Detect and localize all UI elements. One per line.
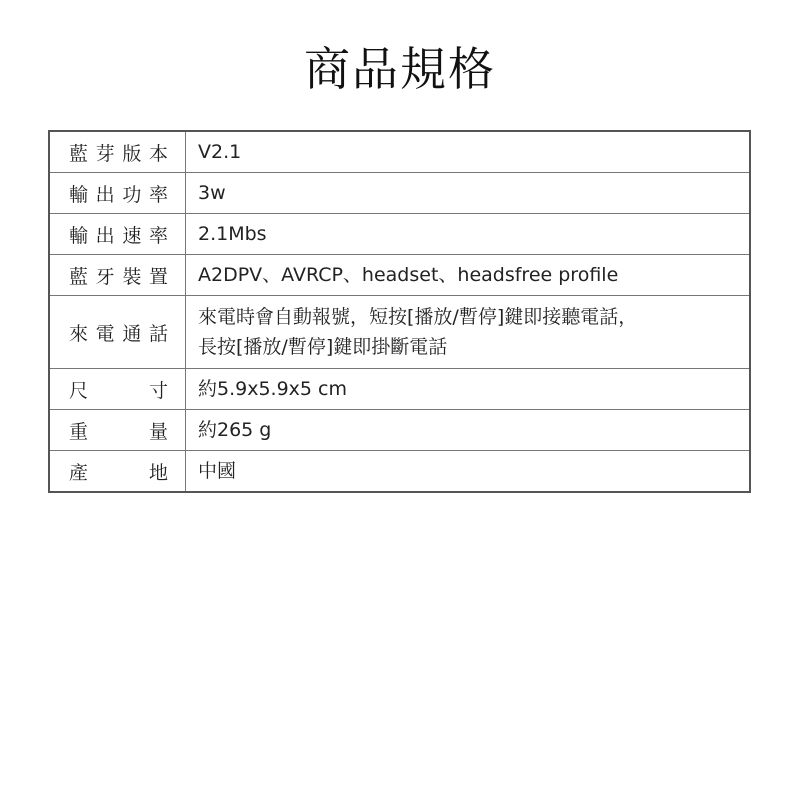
spec-row	[49, 173, 750, 214]
spec-value: 約265 g	[198, 419, 272, 441]
spec-value: 2.1Mbs	[198, 223, 267, 245]
spec-row	[49, 410, 750, 451]
spec-label-char: 輸	[69, 183, 89, 206]
spec-label-cell	[49, 410, 186, 451]
spec-label-char: 藍	[69, 142, 89, 165]
spec-label-char: 率	[148, 183, 168, 206]
spec-row	[49, 296, 750, 369]
spec-row	[49, 214, 750, 255]
spec-label-char: 藍	[69, 265, 89, 288]
spec-label-char: 置	[148, 265, 168, 288]
spec-label-char: 寸	[148, 379, 168, 402]
spec-label-char: 地	[148, 461, 168, 484]
spec-label-char: 出	[95, 224, 115, 247]
spec-label	[50, 319, 185, 346]
spec-label-char: 量	[148, 420, 168, 443]
spec-label	[50, 376, 185, 403]
spec-label-char: 本	[148, 142, 168, 165]
spec-table	[48, 130, 751, 493]
spec-label-char: 話	[148, 322, 168, 345]
spec-label	[50, 139, 185, 166]
spec-value-cell	[186, 214, 751, 255]
spec-value-cell	[186, 131, 751, 173]
spec-label	[50, 417, 185, 444]
spec-value-line: 來電時會自動報號，短按[播放/暫停]鍵即接聽電話，	[198, 306, 638, 328]
spec-label-char: 裝	[122, 265, 142, 288]
spec-label	[50, 262, 185, 289]
spec-label-char: 牙	[95, 265, 115, 288]
spec-value-cell	[186, 296, 751, 369]
spec-value-cell	[186, 173, 751, 214]
spec-label-char: 尺	[69, 379, 89, 402]
spec-label-char: 出	[95, 183, 115, 206]
spec-value-cell	[186, 255, 751, 296]
spec-label-cell	[49, 296, 186, 369]
spec-value-line: 長按[播放/暫停]鍵即掛斷電話	[198, 336, 448, 358]
spec-label-char: 電	[95, 322, 115, 345]
spec-label-char: 產	[69, 461, 89, 484]
spec-value: 約5.9x5.9x5 cm	[198, 378, 348, 400]
spec-label-char: 來	[69, 322, 89, 345]
spec-label	[50, 180, 185, 207]
spec-label-cell	[49, 369, 186, 410]
spec-label-cell	[49, 173, 186, 214]
spec-row	[49, 451, 750, 493]
spec-label-cell	[49, 131, 186, 173]
spec-value: 中國	[198, 460, 237, 482]
spec-label-char: 通	[122, 322, 142, 345]
spec-row	[49, 369, 750, 410]
spec-label	[50, 458, 185, 485]
spec-label-char: 芽	[95, 142, 115, 165]
spec-label-char: 功	[122, 183, 142, 206]
spec-label-cell	[49, 255, 186, 296]
spec-label-char: 率	[148, 224, 168, 247]
spec-label-char: 速	[122, 224, 142, 247]
spec-value-cell	[186, 369, 751, 410]
spec-label-char: 版	[122, 142, 142, 165]
spec-label-cell	[49, 451, 186, 493]
spec-row	[49, 255, 750, 296]
spec-table-body	[49, 131, 750, 492]
spec-row	[49, 131, 750, 173]
spec-value: A2DPV、AVRCP、headset、headsfree profile	[198, 264, 619, 286]
page-title: 商品規格	[304, 42, 496, 96]
spec-label-cell	[49, 214, 186, 255]
spec-value-cell	[186, 410, 751, 451]
spec-label	[50, 221, 185, 248]
spec-value-cell	[186, 451, 751, 493]
spec-value: V2.1	[198, 141, 242, 163]
spec-label-char: 重	[69, 420, 89, 443]
spec-label-char: 輸	[69, 224, 89, 247]
spec-value: 3w	[198, 182, 226, 204]
